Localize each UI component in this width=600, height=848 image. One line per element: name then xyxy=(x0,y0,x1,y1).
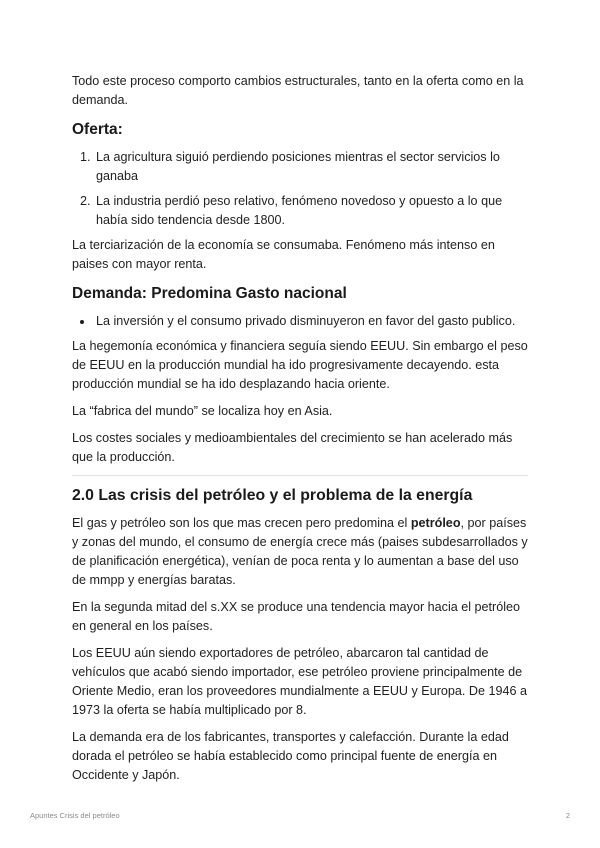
bold-term: petróleo xyxy=(410,516,461,530)
section2-paragraph: En la segunda mitad del s.XX se produce una tendencia mayor hacia el petróleo en general en los países. xyxy=(72,600,521,633)
intro-paragraph: Todo este proceso comporto cambios estructurales, tanto en la oferta como en la demanda. xyxy=(72,74,524,107)
text-span: El gas y petróleo son los que mas crecen pero predomina el xyxy=(72,516,411,530)
section2-paragraph: La demanda era de los fabricantes, transportes y calefacción. Durante la edad dorada el petróleo se había establecido como principal fuente de energía en Occidente y Japón. xyxy=(72,730,509,782)
footer-title: Apuntes Crisis del petróleo xyxy=(30,811,120,820)
demanda-list xyxy=(72,312,528,331)
oferta-heading: Oferta: xyxy=(72,121,123,138)
page-number: 2 xyxy=(565,811,570,820)
oferta-paragraph: La terciarización de la economía se consumaba. Fenómeno más intenso en paises con mayor renta. xyxy=(72,238,495,271)
text-span: , por países y zonas del mundo, el consumo de energía crece más (paises subdesarrollados y de planificación energética), venían de poca renta y lo aumentan a base del uso de mmpp y energías baratas. xyxy=(72,516,528,587)
list-item: • La inversión y el consumo privado disminuyeron en favor del gasto publico. xyxy=(94,312,528,331)
section2-heading: 2.0 Las crisis del petróleo y el problema de la energía xyxy=(72,487,473,504)
section2-paragraph xyxy=(72,514,528,590)
demanda-paragraph: La hegemonía económica y financiera seguía siendo EEUU. Sin embargo el peso de EEUU en la producción mundial ha ido progresivamente decayendo. esta producción mundial se ha ido desplazando hacia oriente. xyxy=(72,339,528,391)
oferta-list xyxy=(72,148,528,230)
list-item: 1. La agricultura siguió perdiendo posiciones mientras el sector servicios lo ganaba xyxy=(94,148,528,186)
demanda-paragraph: La “fabrica del mundo” se localiza hoy en Asia. xyxy=(72,404,333,418)
section2-paragraph: Los EEUU aún siendo exportadores de petróleo, abarcaron tal cantidad de vehículos que acabó siendo importador, ese petróleo proviene principalmente de Oriente Medio, eran los proveedores mundialmente a EEUU y Europa. De 1946 a 1973 la oferta se había multiplicado por 8. xyxy=(72,646,528,717)
document-page xyxy=(72,72,528,793)
demanda-heading: Demanda: Predomina Gasto nacional xyxy=(72,285,347,302)
list-item: 2. La industria perdió peso relativo, fenómeno novedoso y opuesto a lo que había sido tendencia desde 1800. xyxy=(94,192,528,230)
section-divider xyxy=(72,475,528,476)
demanda-paragraph: Los costes sociales y medioambientales del crecimiento se han acelerado más que la producción. xyxy=(72,431,513,464)
